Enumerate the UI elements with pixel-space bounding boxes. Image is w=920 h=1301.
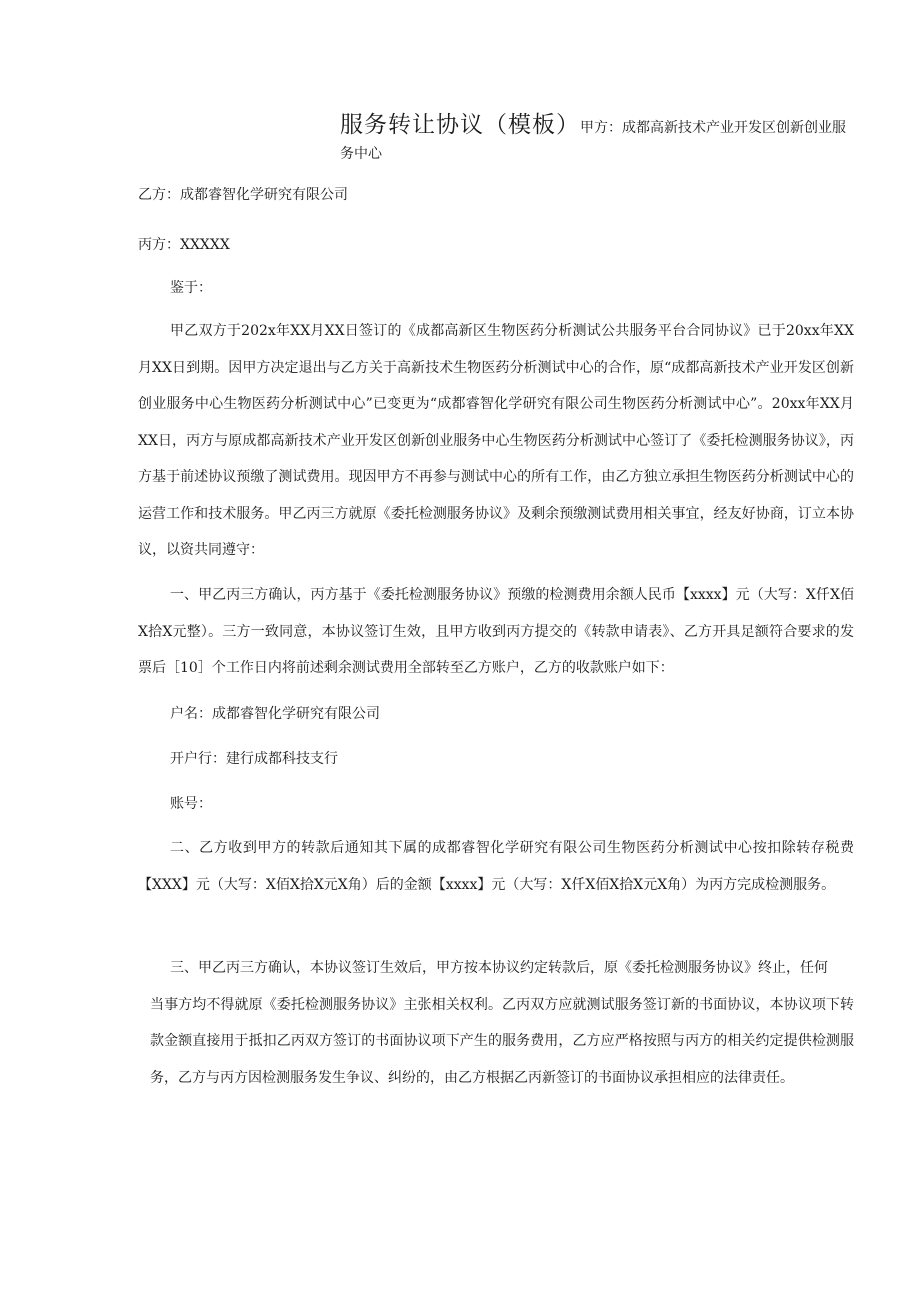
whereas-heading: 鉴于： <box>170 280 212 296</box>
page-title: 服务转让协议（模板） <box>340 112 580 138</box>
bank-line: 开户行：建行成都科技支行 <box>170 751 338 767</box>
intro-paragraph: 甲乙双方于202x年XX月XX日签订的《成都高新区生物医药分析测试公共服务平台合同协议》已于20xx年XX月XX日到期。因甲方决定退出与乙方关于高新技术生物医药分析测试中心的合作，原“成都高新技术产业开发区创新创业服务中心生物医药分析测试中心”已变更为“成都睿智化学研究有限公司生物医药分析测试中心”。20xx年XX月XX日，丙方与原成都高新技术产业开发区创新创业服务中心生物医药分析测试中心签订了《委托检测服务协议》，丙方基于前述协议预缴了测试费用。现因甲方不再参与测试中心的所有工作，由乙方独立承担生物医药分析测试中心的运营工作和技术服务。甲乙丙三方就原《委托检测服务协议》及剩余预缴测试费用相关事宜，经友好协商，订立本协议，以资共同遵守： <box>138 323 854 558</box>
clause-1-paragraph: 一、甲乙丙三方确认，丙方基于《委托检测服务协议》预缴的检测费用余额人民币【xxxx】元（大写：X仟X佰X拾X元整）。三方一致同意，本协议签订生效，且甲方收到丙方提交的《转款申请表》、乙方开具足额符合要求的发票后［10］个工作日内将前述剩余测试费用全部转至乙方账户，乙方的收款账户如下： <box>138 587 854 676</box>
clause-3-paragraph <box>138 950 854 1096</box>
party-b-line: 乙方：成都睿智化学研究有限公司 <box>138 187 348 203</box>
party-c-line: 丙方：XXXXX <box>138 237 230 253</box>
clause-2-paragraph: 二、乙方收到甲方的转款后通知其下属的成都睿智化学研究有限公司生物医药分析测试中心按扣除转存税费【XXX】元（大写：X佰X拾X元X角）后的金额【xxxx】元（大写：X仟X佰X拾X元X角）为丙方完成检测服务。 <box>138 840 854 893</box>
clause-3-rest: 当事方均不得就原《委托检测服务协议》主张相关权利。乙丙双方应就测试服务签订新的书面协议，本协议项下转款金额直接用于抵扣乙丙双方签订的书面协议项下产生的服务费用，乙方应严格按照与丙方的相关约定提供检测服务，乙方与丙方因检测服务发生争议、纠纷的，由乙方根据乙丙新签订的书面协议承担相应的法律责任。 <box>150 996 854 1086</box>
party-a-line1: 甲方：成都高新技术产业开发区创新创业服 <box>580 120 846 136</box>
account-number-line: 账号： <box>170 796 212 812</box>
account-name-line: 户名：成都睿智化学研究有限公司 <box>170 706 380 722</box>
clause-3-first-line: 三、甲乙丙三方确认，本协议签订生效后，甲方按本协议约定转款后，原《委托检测服务协议》终止，任何 <box>170 960 828 976</box>
party-a-line2: 务中心 <box>340 146 382 162</box>
title-block <box>340 112 860 167</box>
